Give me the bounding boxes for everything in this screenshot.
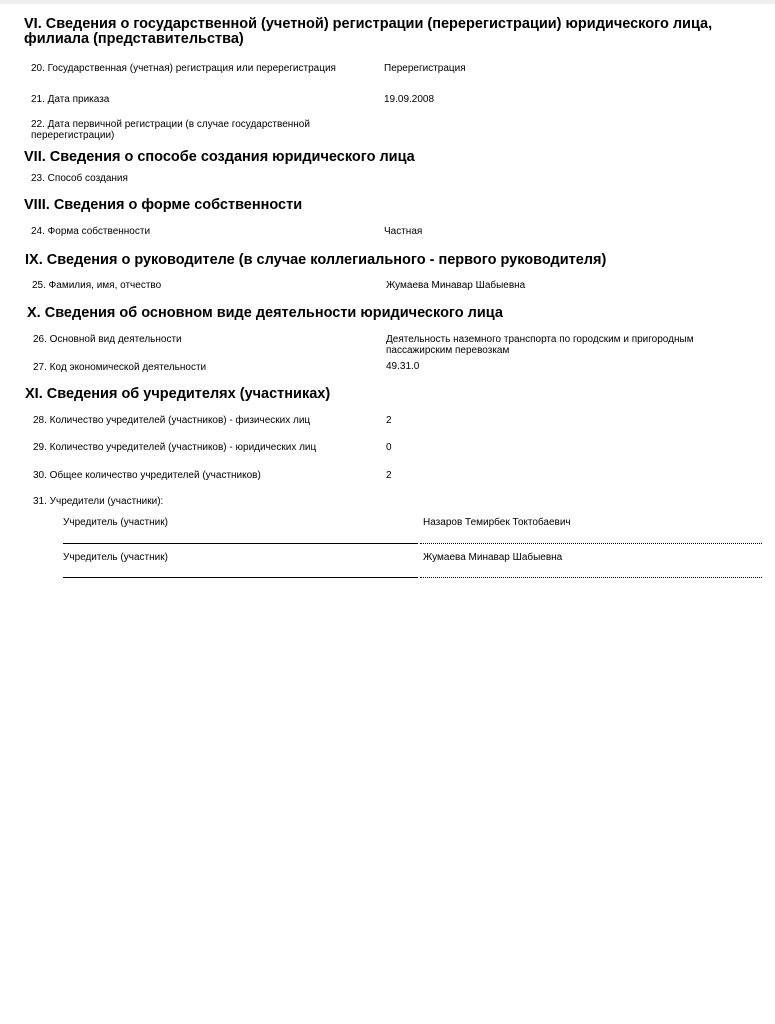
field-25-label: 25. Фамилия, имя, отчество xyxy=(32,280,162,291)
field-24-value: Частная xyxy=(384,226,423,237)
field-20-value: Перерегистрация xyxy=(384,63,466,74)
page-top-strip xyxy=(0,0,775,4)
section-vi-title: VI. Сведения о государственной (учетной) регистрации (перерегистрации) юридического лица, филиала (представительства) xyxy=(24,16,713,47)
field-31-label: 31. Учредители (участники): xyxy=(33,496,164,507)
founder-1-role: Учредитель (участник) xyxy=(63,517,168,528)
field-27-value: 49.31.0 xyxy=(386,361,420,372)
section-xi-title: XI. Сведения об учредителях (участниках) xyxy=(25,386,331,402)
founder-2-role-underline xyxy=(63,577,418,578)
field-30-label: 30. Общее количество учредителей (участников) xyxy=(33,470,261,481)
field-25-value: Жумаева Минавар Шабыевна xyxy=(386,280,526,291)
founder-1-name: Назаров Темирбек Токтобаевич xyxy=(423,517,571,528)
founder-2-name: Жумаева Минавар Шабыевна xyxy=(423,552,563,563)
founder-2-name-underline xyxy=(420,577,762,578)
field-22-label: 22. Дата первичной регистрации (в случае государственной перерегистрации) xyxy=(31,119,310,141)
field-28-label: 28. Количество учредителей (участников) - физических лиц xyxy=(33,415,311,426)
field-30-value: 2 xyxy=(386,470,392,481)
field-26-value: Деятельность наземного транспорта по городским и пригородным пассажирским перевозкам xyxy=(386,334,694,356)
field-23-label: 23. Способ создания xyxy=(31,173,128,184)
field-26-label: 26. Основной вид деятельности xyxy=(33,334,182,345)
founder-1-name-underline xyxy=(420,543,762,544)
field-24-label: 24. Форма собственности xyxy=(31,226,151,237)
field-29-value: 0 xyxy=(386,442,392,453)
field-28-value: 2 xyxy=(386,415,392,426)
section-viii-title: VIII. Сведения о форме собственности xyxy=(24,197,303,213)
field-21-value: 19.09.2008 xyxy=(384,94,435,105)
field-20-label: 20. Государственная (учетная) регистрация или перерегистрация xyxy=(31,63,336,74)
founder-2-role: Учредитель (участник) xyxy=(63,552,168,563)
section-vii-title: VII. Сведения о способе создания юридического лица xyxy=(24,149,415,165)
field-21-label: 21. Дата приказа xyxy=(31,94,110,105)
field-27-label: 27. Код экономической деятельности xyxy=(33,362,207,373)
section-ix-title: IX. Сведения о руководителе (в случае коллегиального - первого руководителя) xyxy=(25,252,607,268)
founder-1-role-underline xyxy=(63,543,418,544)
field-29-label: 29. Количество учредителей (участников) - юридических лиц xyxy=(33,442,317,453)
section-x-title: X. Сведения об основном виде деятельности юридического лица xyxy=(27,305,503,321)
